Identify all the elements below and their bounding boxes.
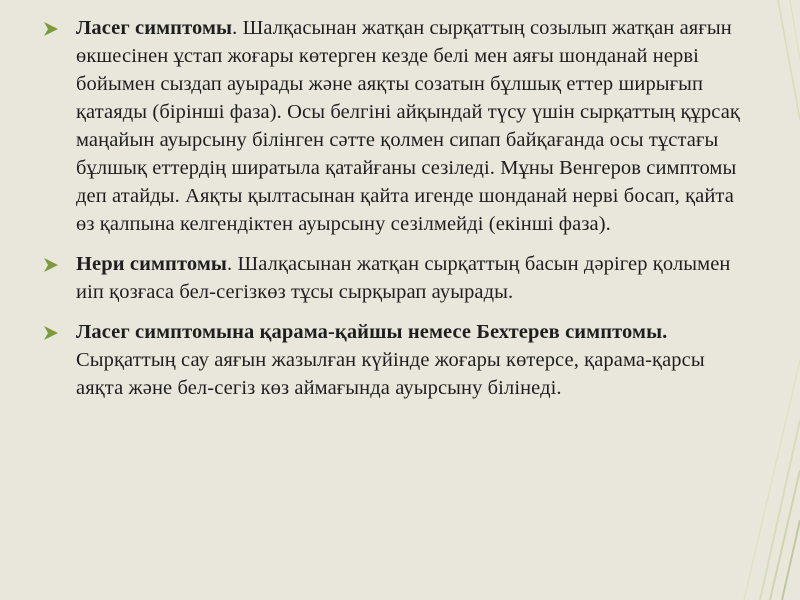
list-item — [40, 14, 740, 238]
item-text: . Шалқасынан жатқан сырқаттың басын дәрігер қолымен иіп қозғаса бел-сегізкөз тұсы сырқырап ауырады. — [76, 253, 731, 303]
slide-content — [40, 14, 740, 414]
item-text: Сырқаттың сау аяғын жазылған күйінде жоғары көтерсе, қарама-қарсы аяқта және бел-сегіз көз аймағында ауырсыну білінеді. — [76, 349, 705, 399]
item-title: Ласег симптомына қарама-қайшы немесе Бехтерев симптомы. — [76, 321, 668, 343]
item-title: Ласег симптомы — [76, 17, 233, 39]
list-item — [40, 318, 740, 402]
item-text: . Шалқасынан жатқан сырқаттың созылып жатқан аяғын өкшесінен ұстап жоғары көтерген кезде белі мен аяғы шонданай нерві бойымен сыздап ауырады және аяқты созатын бұлшық еттер ширығып қатаяды (бірінші фаза). Осы белгіні айқындай түсу үшін сырқаттың құрсақ маңайын ауырсыну білінген сәтте қолмен сипап байқағанда осы тұстағы бұлшық еттердің ширатыла қатайғаны сезіледі. Мұны Венгеров симптомы деп атайды. Аяқты қылтасынан қайта игенде шонданай нерві босап, қайта өз қалпына келгендіктен ауырсыну сезілмейді (екінші фаза). — [76, 17, 740, 235]
list-item — [40, 250, 740, 306]
triangle-arrow-icon — [44, 258, 58, 272]
triangle-arrow-icon — [44, 22, 58, 36]
triangle-arrow-icon — [44, 326, 58, 340]
item-title: Нери симптомы — [76, 253, 227, 275]
